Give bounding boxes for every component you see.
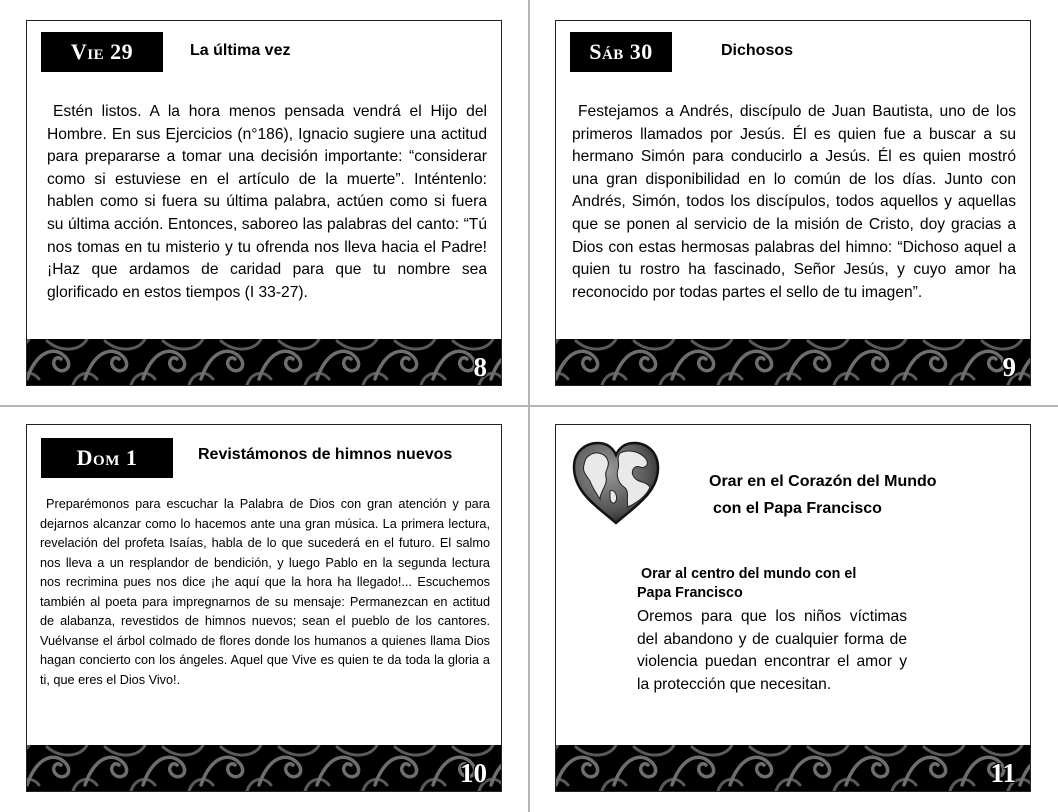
heart-globe-icon [570,441,662,525]
ornament-band [556,339,1030,385]
scroll-ornament [556,339,1030,385]
ornament-band [27,339,501,385]
card-body: Estén listos. A la hora menos pensada vendrá el Hijo del Hombre. En sus Ejercicios (n°186), Ignacio sugiere una actitud para prepararse a tomar una decisión importante: “considerar como si estuviese en el artículo de la muerte”. Inténtenlo: hablen como si fuera su última palabra, actúen como si fuera su última acción. Entonces, saboreo las palabras del canto: “Tú nos tomas en tu misterio y tu ofrenda nos lleva hacia el Padre!¡Haz que ardamos de caridad para que tu nombre sea glorificado en estos tiempos (I 33-27). [47,103,487,301]
horizontal-cut-line [0,405,1058,407]
ornament-band [556,745,1030,791]
card-vie-29 [26,20,502,386]
prayer-subheading: Orar al centro del mundo con el Papa Francisco [637,566,857,601]
card-title: Revistámonos de himnos nuevos [198,446,453,463]
day-badge: Sáb 30 [570,32,672,72]
card-title: Dichosos [721,42,794,59]
scroll-ornament [27,339,501,385]
page-number: 10 [460,758,487,788]
card-dom-1 [26,424,502,792]
ornament-band [27,745,501,791]
page-number: 9 [1002,352,1016,382]
day-badge: Vie 29 [41,32,163,72]
page-number: 11 [990,758,1016,788]
card-prayer [555,424,1031,792]
scroll-ornament [27,745,501,791]
prayer-heading-line1: Orar en el Corazón del Mundo [709,473,937,490]
card-body: Festejamos a Andrés, discípulo de Juan Bautista, uno de los primeros llamados por Jesús. Él es quien fue a buscar a su hermano Simón para conducirlo a Jesús. Él es quien mostró una gran disponibilidad en lo común de los días. Junto con Andrés, Simón, todos los discípulos, todos aquellos y aquellas que se ponen al servicio de la misión de Cristo, doy gracias a Dios con estas hermosas palabras del himno: “Dichoso aquel a quien tu rostro ha fascinado, Señor Jesús, y cuyo amor ha reconocido por todas partes el sello de tu imagen”. [572,103,1016,301]
scroll-ornament [556,745,1030,791]
prayer-body: Oremos para que los niños víctimas del abandono y de cualquier forma de violencia puedan encontrar el amor y la protección que necesitan. [637,608,907,693]
prayer-heading-line2: con el Papa Francisco [713,500,882,517]
card-sab-30 [555,20,1031,386]
page-number: 8 [473,352,487,382]
day-badge: Dom 1 [41,438,173,478]
card-body: Preparémonos para escuchar la Palabra de Dios con gran atención y para dejarnos alcanzar como lo hacemos ante una gran música. La primera lectura, revelación del profeta Isaías, habla de lo que sucederá en el futuro. El salmo nos lleva a un resplandor de bendición, y luego Pablo en la segunda lectura nos recrimina pues nos dice ¡he aquí que la hora ha llegado!... Escuchemos también al poeta para impregnarnos de su mensaje: Permanezcan en actitud de alabanza, revestidos de himnos nuevos; sean el pueblo de los cantores. Vuélvanse el árbol colmado de flores donde los humanos a quienes llama Dios hagan concierto con los ángeles. Aquel que Vive es quien te da toda la gloria a ti, que eres el Dios Vivo!. [40,497,490,687]
card-title: La última vez [190,42,291,59]
